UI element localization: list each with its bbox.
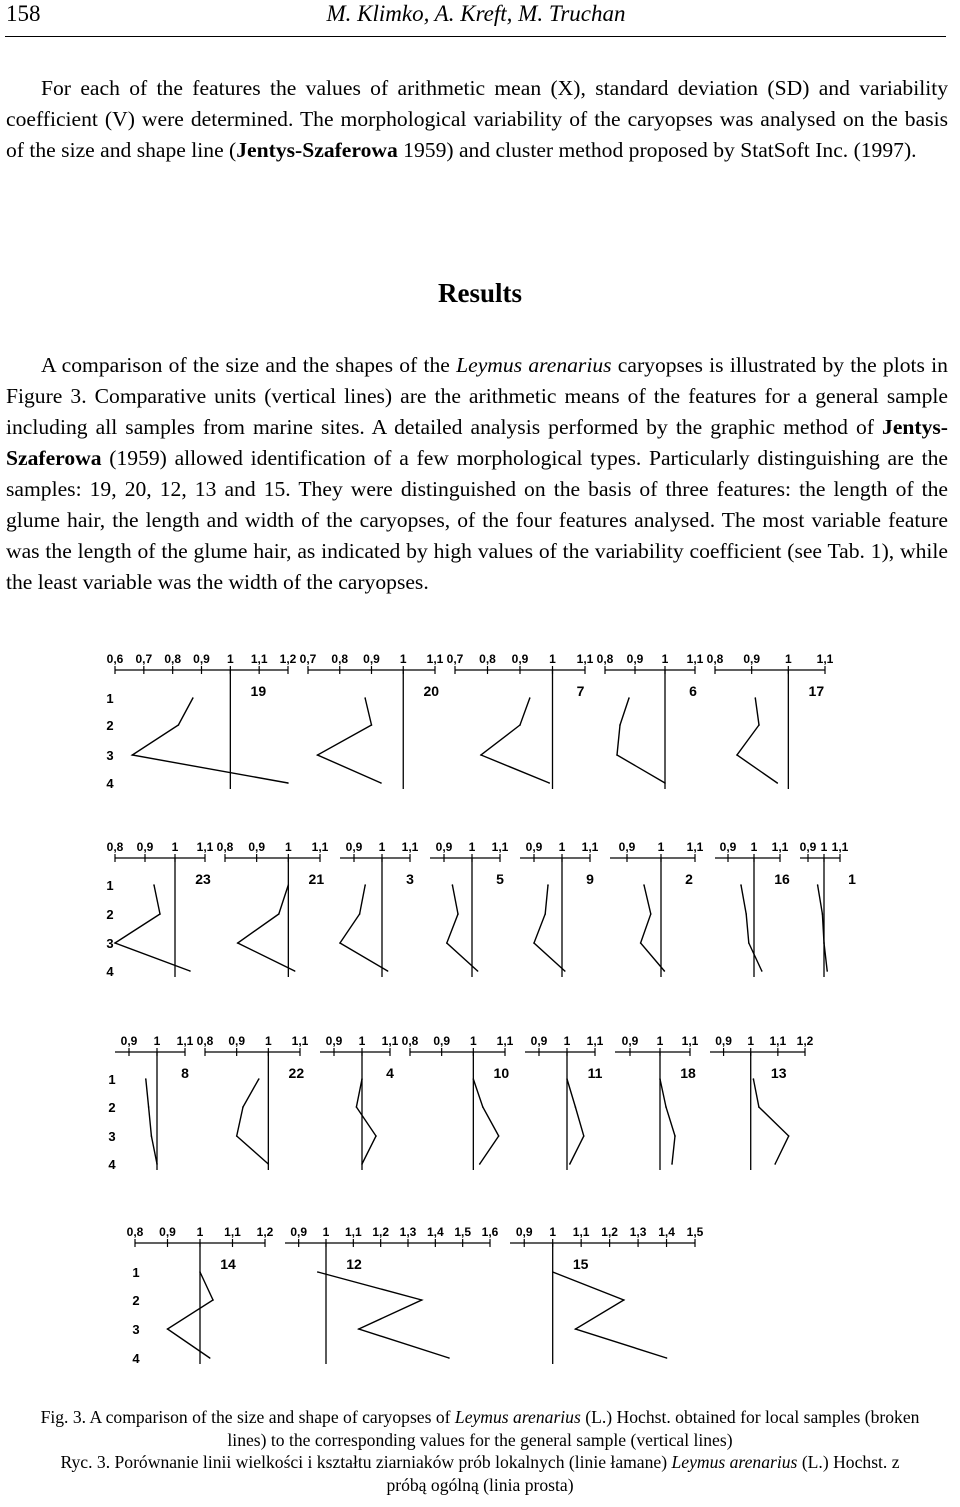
tick-label: 1,6 [481, 1225, 499, 1239]
figure-3-plots [0, 640, 960, 1400]
feature-label: 1 [132, 1265, 140, 1280]
feature-label: 2 [106, 907, 114, 922]
tick-label: 1 [469, 1034, 477, 1048]
sample-point [552, 1271, 554, 1273]
tick-label: 0,9 [715, 1034, 732, 1048]
sample-point [774, 1163, 776, 1165]
sample-label: 18 [680, 1065, 696, 1081]
sample-line [318, 1272, 449, 1358]
tick-label: 1,1 [426, 652, 444, 666]
results-paragraph [6, 350, 948, 598]
panel-sample-16 [715, 840, 790, 977]
tick-label: 1 [468, 840, 476, 854]
caption-pl-species: Leymus arenarius [671, 1452, 798, 1472]
methods-text-1: For each of the features the values of arithmetic mean (X), standard deviation (SD) and variability coefficient (V) were determined. The morphological variability of the caryopses was analysed on the basis of the size and shape line ( [6, 76, 948, 162]
feature-label: 1 [106, 691, 114, 706]
sample-label: 10 [493, 1065, 510, 1081]
sample-point [758, 1106, 760, 1108]
sample-point [446, 942, 448, 944]
sample-point [212, 1299, 214, 1301]
panel-sample-2 [610, 840, 704, 977]
sample-point [666, 1357, 668, 1359]
sample-label: 20 [423, 683, 440, 699]
sample-point [258, 1078, 260, 1080]
sample-label: 19 [250, 683, 267, 699]
sample-point [242, 1106, 244, 1108]
running-head [6, 0, 946, 34]
sample-point [317, 1271, 319, 1273]
tick-label: 0,9 [626, 652, 644, 666]
tick-label: 0,9 [248, 840, 266, 854]
sample-point [566, 1078, 568, 1080]
panel-sample-18 [615, 1034, 699, 1170]
sample-point [664, 782, 666, 784]
sample-point [569, 1163, 571, 1165]
sample-point [564, 970, 566, 972]
sample-point [156, 1163, 158, 1165]
tick-label: 0,9 [159, 1225, 176, 1239]
tick-label: 1 [558, 840, 566, 854]
sample-point [740, 884, 742, 886]
sample-line [553, 1272, 667, 1358]
running-head-authors: M. Klimko, A. Kreft, M. Truchan [326, 1, 626, 26]
sample-point [371, 724, 373, 726]
tick-label: 1 [153, 1034, 161, 1048]
sample-point [452, 884, 454, 886]
tick-label: 0,9 [618, 840, 636, 854]
sample-point [380, 782, 382, 784]
tick-label: 0,7 [446, 652, 464, 666]
sample-point [628, 697, 630, 699]
sample-line [238, 885, 295, 971]
tick-label: 1,1 [311, 840, 329, 854]
panel-sample-17 [707, 652, 834, 789]
tick-label: 1,1 [686, 840, 704, 854]
sample-label: 11 [587, 1065, 603, 1081]
tick-label: 1 [226, 652, 234, 666]
tick-label: 1,1 [176, 1034, 194, 1048]
panel-sample-20 [300, 652, 444, 789]
tick-label: 0,8 [401, 1034, 419, 1048]
tick-label: 1,3 [399, 1225, 417, 1239]
sample-point [167, 1328, 169, 1330]
sample-point [339, 942, 341, 944]
sample-point [457, 913, 459, 915]
methods-text-2: 1959) and cluster method proposed by StatSoft Inc. (1997). [397, 138, 917, 162]
sample-point [145, 1078, 147, 1080]
sample-point [153, 884, 155, 886]
feature-label: 4 [132, 1351, 140, 1366]
caption-pl-1: Ryc. 3. Porównanie linii wielkości i kształtu ziarniaków prób lokalnych (linie łamane) [60, 1452, 672, 1472]
sample-point [317, 754, 319, 756]
tick-label: 1,1 [816, 652, 834, 666]
header-rule [5, 36, 946, 37]
sample-point [278, 913, 280, 915]
sample-label: 2 [685, 871, 693, 887]
tick-label: 0,8 [331, 652, 349, 666]
tick-label: 1,2 [601, 1225, 618, 1239]
tick-label: 1 [378, 840, 386, 854]
sample-line [660, 1079, 675, 1164]
sample-point [294, 970, 296, 972]
sample-point [387, 970, 389, 972]
panel-sample-3 [339, 840, 418, 977]
feature-label: 4 [106, 964, 114, 979]
tick-label: 0,9 [435, 840, 453, 854]
panel-sample-11 [525, 1034, 604, 1170]
feature-label: 3 [106, 936, 114, 951]
figure-row-1 [106, 652, 833, 791]
panel-sample-6 [597, 652, 704, 789]
results-text-1: A comparison of the size and the shapes of the [41, 353, 457, 377]
sample-point [519, 724, 521, 726]
tick-label: 0,9 [719, 840, 737, 854]
sample-line [318, 698, 382, 783]
sample-point [575, 1328, 577, 1330]
sample-point [533, 942, 535, 944]
sample-point [236, 1135, 238, 1137]
feature-label: 4 [108, 1157, 116, 1172]
tick-label: 0,8 [106, 840, 124, 854]
tick-label: 1,5 [454, 1225, 472, 1239]
tick-label: 1,1 [250, 652, 268, 666]
sample-line [753, 1079, 788, 1164]
tick-label: 1,1 [196, 840, 214, 854]
tick-label: 1 [284, 840, 292, 854]
tick-label: 1,2 [256, 1225, 274, 1239]
sample-point [547, 884, 549, 886]
sample-point [529, 697, 531, 699]
tick-label: 1 [549, 1225, 557, 1239]
tick-label: 1,4 [426, 1225, 444, 1239]
caption-pl-2: (L.) Hochst. z próbą ogólną (linia prosta) [386, 1452, 900, 1495]
tick-label: 0,9 [136, 840, 154, 854]
tick-label: 1 [784, 652, 792, 666]
tick-label: 1 [549, 652, 556, 666]
sample-point [817, 884, 819, 886]
sample-point [745, 913, 747, 915]
sample-label: 1 [848, 871, 856, 887]
methods-author-ref: Jentys-Szaferowa [236, 138, 398, 162]
sample-point [623, 1299, 625, 1301]
tick-label: 1,1 [491, 840, 509, 854]
page-number: 158 [6, 1, 41, 26]
tick-label: 1,1 [681, 1034, 699, 1048]
figure-row-3 [108, 1034, 813, 1172]
sample-point [151, 1135, 153, 1137]
sample-line [237, 1079, 269, 1164]
sample-label: 13 [770, 1065, 787, 1081]
tick-label: 1,5 [686, 1225, 704, 1239]
tick-label: 0,8 [596, 652, 614, 666]
tick-label: 1,1 [572, 1225, 590, 1239]
sample-point [375, 1135, 377, 1137]
panel-sample-1 [800, 840, 856, 977]
sample-point [148, 1106, 150, 1108]
tick-label: 0,9 [433, 1034, 451, 1048]
panel-sample-12 [285, 1225, 499, 1364]
sample-line [473, 1079, 498, 1164]
panel-sample-19 [107, 652, 297, 789]
sample-point [583, 1135, 585, 1137]
sample-line [534, 885, 565, 971]
sample-point [480, 754, 482, 756]
sample-label: 8 [181, 1065, 189, 1081]
sample-point [237, 942, 239, 944]
sample-point [361, 1078, 363, 1080]
sample-line [132, 698, 288, 783]
sample-label: 23 [195, 871, 211, 887]
tick-label: 0,8 [706, 652, 724, 666]
sample-label: 9 [586, 871, 594, 887]
sample-point [358, 1328, 360, 1330]
tick-label: 1 [661, 652, 669, 666]
sample-point [777, 782, 779, 784]
panel-sample-4 [320, 1034, 399, 1170]
tick-label: 1 [399, 652, 407, 666]
sample-line [146, 1079, 157, 1164]
feature-label: 2 [106, 718, 114, 733]
sample-line [567, 1079, 584, 1164]
tick-label: 1,1 [771, 840, 789, 854]
sample-line [617, 698, 665, 783]
tick-label: 1,2 [279, 652, 297, 666]
sample-point [826, 970, 828, 972]
tick-label: 0,8 [196, 1034, 214, 1048]
sample-point [674, 1135, 676, 1137]
sample-point [640, 942, 642, 944]
feature-label: 1 [108, 1072, 116, 1087]
sample-point [736, 754, 738, 756]
feature-label: 3 [132, 1322, 140, 1337]
results-text-2: caryopses is illustrated by the plots in Figure 3. Comparative units (vertical lines) are the arithmetic means of the features for a general sample including all samples from marine sites. A detailed analysis performed by the graphic method of [6, 353, 948, 439]
tick-label: 0,9 [621, 1034, 639, 1048]
results-author-ref: Jentys-Szaferowa [6, 415, 948, 470]
tick-label: 0,9 [120, 1034, 138, 1048]
tick-label: 0,9 [743, 652, 761, 666]
sample-point [132, 754, 134, 756]
sample-label: 7 [576, 683, 585, 699]
panel-sample-23 [107, 840, 214, 977]
tick-label: 0,8 [164, 652, 182, 666]
tick-label: 0,8 [479, 652, 496, 666]
sample-point [748, 942, 750, 944]
sample-point [664, 970, 666, 972]
tick-label: 0,9 [345, 840, 363, 854]
tick-label: 0,9 [363, 652, 380, 666]
sample-point [359, 913, 361, 915]
sample-point [758, 724, 760, 726]
tick-label: 0,9 [530, 1034, 548, 1048]
sample-point [498, 1135, 500, 1137]
sample-point [209, 1357, 211, 1359]
caption-en-1: Fig. 3. A comparison of the size and shape of caryopses of [40, 1407, 455, 1427]
tick-label: 1,1 [686, 652, 704, 666]
sample-point [178, 724, 180, 726]
panel-sample-8 [115, 1034, 194, 1170]
tick-label: 0,9 [525, 840, 543, 854]
sample-line [340, 885, 388, 971]
panel-sample-10 [402, 1034, 514, 1170]
tick-label: 1,2 [796, 1034, 814, 1048]
tick-label: 1,1 [381, 1034, 399, 1048]
tick-label: 1 [750, 840, 758, 854]
tick-label: 1 [358, 1034, 366, 1048]
tick-label: 1 [196, 1225, 204, 1239]
tick-label: 1 [747, 1034, 755, 1048]
panel-sample-5 [430, 840, 509, 977]
tick-label: 1 [322, 1225, 330, 1239]
tick-label: 0,8 [126, 1225, 144, 1239]
sample-point [659, 1078, 661, 1080]
tick-label: 0,9 [515, 1225, 533, 1239]
sample-point [361, 1163, 363, 1165]
tick-label: 1,1 [224, 1225, 241, 1239]
sample-point [619, 724, 621, 726]
sample-label: 21 [308, 871, 325, 887]
panel-sample-21 [217, 840, 329, 977]
panel-sample-9 [520, 840, 599, 977]
tick-label: 0,9 [193, 652, 210, 666]
sample-point [753, 1078, 755, 1080]
sample-label: 15 [572, 1256, 589, 1272]
sample-point [788, 1135, 790, 1137]
panel-sample-22 [197, 1034, 309, 1170]
sample-point [356, 1106, 358, 1108]
caption-en-2: (L.) Hochst. obtained for local samples (broken lines) to the corresponding values for the general sample (vertical lines) [227, 1407, 920, 1450]
caption-en-species: Leymus arenarius [454, 1407, 581, 1427]
sample-label: 6 [689, 683, 697, 699]
tick-label: 1,1 [401, 840, 419, 854]
sample-point [199, 1271, 201, 1273]
feature-label: 2 [108, 1100, 116, 1115]
sample-line [481, 698, 549, 783]
sample-point [479, 1163, 481, 1165]
tick-label: 1,1 [581, 840, 599, 854]
sample-line [168, 1272, 214, 1358]
sample-line [356, 1079, 376, 1164]
sample-line [741, 885, 762, 971]
sample-label: 12 [346, 1256, 362, 1272]
sample-point [287, 782, 289, 784]
panel-sample-7 [447, 652, 594, 789]
panel-sample-13 [710, 1034, 814, 1170]
tick-label: 1 [657, 840, 665, 854]
sample-label: 14 [220, 1256, 236, 1272]
sample-point [114, 942, 116, 944]
sample-point [671, 1163, 673, 1165]
figure-row-2 [106, 840, 856, 979]
tick-label: 0,8 [216, 840, 234, 854]
panel-sample-14 [127, 1225, 274, 1364]
tick-label: 1 [563, 1034, 571, 1048]
tick-label: 1,3 [629, 1225, 647, 1239]
sample-point [544, 913, 546, 915]
tick-label: 1 [171, 840, 179, 854]
tick-label: 0,7 [299, 652, 317, 666]
tick-label: 1,1 [769, 1034, 787, 1048]
methods-paragraph [6, 73, 948, 166]
sample-point [643, 884, 645, 886]
sample-point [822, 913, 824, 915]
sample-point [548, 782, 550, 784]
sample-point [288, 884, 290, 886]
sample-label: 5 [496, 871, 504, 887]
sample-point [448, 1357, 450, 1359]
feature-label: 3 [106, 748, 114, 763]
tick-label: 0,7 [135, 652, 153, 666]
sample-point [823, 942, 825, 944]
sample-point [616, 754, 618, 756]
tick-label: 1 [820, 840, 828, 854]
figure-caption [40, 1406, 920, 1496]
tick-label: 1,1 [344, 1225, 362, 1239]
tick-label: 1,4 [658, 1225, 675, 1239]
results-text-3: (1959) allowed identification of a few morphological types. Particularly distinguishing are the samples: 19, 20, 12, 13 and 15. They were distinguished on the basis of three features: the length of the glume hair, the length and width of the caryopses, of the four features analysed. The most variable feature was the length of the glume hair, as indicated by high values of the variability coefficient (see Tab. 1), while the least variable was the width of the caryopses. [6, 446, 948, 594]
sample-point [364, 884, 366, 886]
tick-label: 1,1 [291, 1034, 309, 1048]
sample-point [189, 970, 191, 972]
results-heading: Results [437, 278, 522, 308]
sample-line [737, 698, 777, 783]
sample-line [115, 885, 190, 971]
results-species-name: Leymus arenarius [456, 353, 612, 377]
tick-label: 0,9 [799, 840, 817, 854]
figure-row-4 [127, 1225, 704, 1366]
tick-label: 1,1 [586, 1034, 604, 1048]
sample-label: 16 [774, 871, 790, 887]
sample-point [575, 1106, 577, 1108]
tick-label: 1,1 [831, 840, 849, 854]
sample-point [755, 697, 757, 699]
sample-point [421, 1299, 423, 1301]
tick-label: 0,9 [290, 1225, 308, 1239]
tick-label: 1 [656, 1034, 664, 1048]
tick-label: 1 [264, 1034, 272, 1048]
sample-label: 22 [288, 1065, 305, 1081]
sample-point [473, 1078, 475, 1080]
tick-label: 1,1 [576, 652, 594, 666]
sample-point [761, 970, 763, 972]
sample-line [818, 885, 828, 971]
tick-label: 1,2 [372, 1225, 390, 1239]
sample-point [482, 1106, 484, 1108]
sample-point [192, 697, 194, 699]
sample-point [159, 913, 161, 915]
sample-label: 17 [808, 683, 825, 699]
tick-label: 1,1 [496, 1034, 514, 1048]
sample-point [650, 913, 652, 915]
feature-label: 4 [106, 776, 114, 791]
sample-label: 4 [386, 1065, 394, 1081]
feature-label: 3 [108, 1129, 116, 1144]
sample-line [447, 885, 478, 971]
feature-label: 2 [132, 1293, 140, 1308]
tick-label: 0,9 [511, 652, 529, 666]
feature-label: 1 [106, 878, 114, 893]
panel-sample-15 [510, 1225, 704, 1364]
sample-point [268, 1163, 270, 1165]
tick-label: 0,9 [325, 1034, 343, 1048]
sample-point [665, 1106, 667, 1108]
tick-label: 0,9 [228, 1034, 246, 1048]
sample-point [364, 697, 366, 699]
sample-label: 3 [406, 871, 414, 887]
sample-point [477, 970, 479, 972]
tick-label: 0,6 [106, 652, 124, 666]
